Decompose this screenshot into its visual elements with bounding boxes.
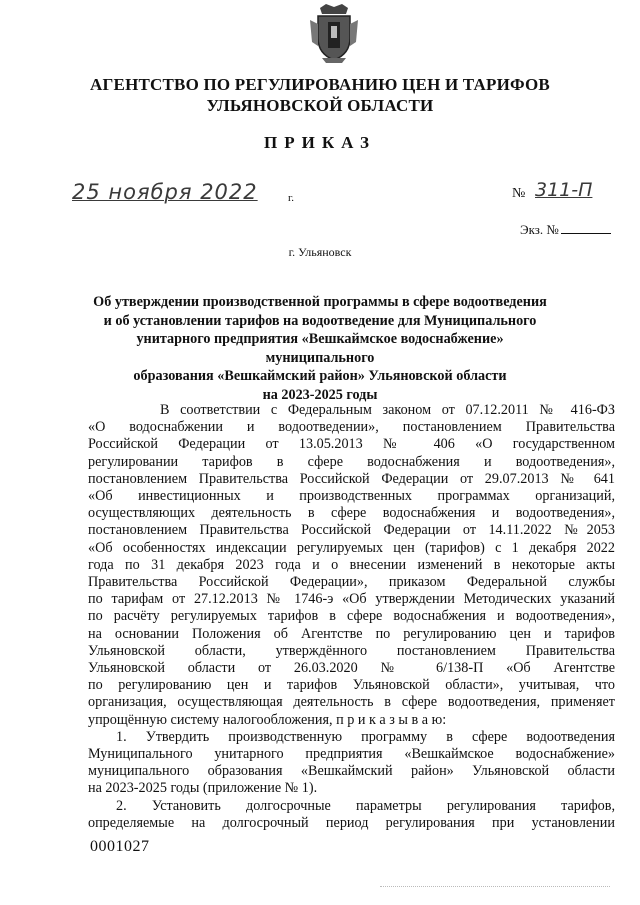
body-line: Правительства Российской Федерации», приказом Федеральной службы [88,574,615,591]
body-line: В соответствии с Федеральным законом от 07.12.2011 № 416-ФЗ [160,402,615,418]
order-number: 311-П [535,179,593,201]
body-line: Российской Федерации от 13.05.2013 № 406 «О государственном [88,436,615,453]
body-line: по регулированию цен и тарифов Ульяновской области», учитывая, что [88,677,615,694]
subject-line: и об установлении тарифов на водоотведение для Муниципального [103,312,537,329]
order-subject [90,293,550,404]
city: г. Ульяновск [288,245,352,259]
subject-line: унитарного предприятия «Вешкаймское водоснабжение» муниципального [136,331,504,366]
coat-of-arms-emblem [306,2,362,64]
scan-artifact-line [380,886,610,887]
document-type-title: ПРИКАЗ [264,133,376,152]
body-line: по расчёту регулируемых тарифов в сфере водоснабжения и водоотведения», [88,608,615,625]
subject-line: образования «Вешкаймский район» Ульяновской области [133,368,507,384]
document-serial-code: 0001027 [90,838,150,855]
body-line: на 2023-2025 годы (приложение № 1). [88,780,318,797]
body-line: 2. Установить долгосрочные параметры регулирования тарифов, [116,797,615,814]
body-line: «Об особенностях индексации регулируемых цен (тарифов) с 1 декабря 2022 [88,539,615,556]
body-line: организация, осуществляющая деятельность в сфере водоотведения, применяет [88,694,615,711]
body-line: постановлением Правительства Российской Федерации от 14.11.2022 №2053 [88,522,615,539]
body-line: Ульяновской области, утверждённого постановлением Правительства [88,642,615,659]
order-date-suffix: г. [288,192,295,204]
order-body-text [88,402,615,832]
agency-name-line1: АГЕНТСТВО ПО РЕГУЛИРОВАНИЮ ЦЕН И ТАРИФОВ [90,75,550,94]
body-line: постановлением Правительства Российской Федерации от 29.07.2013 № 641 [88,470,615,487]
copy-number-blank [561,233,611,234]
body-line: Муниципального унитарного предприятия «Вешкаймское водоснабжение» [88,746,615,763]
body-line: «Об инвестиционных и производственных программах организаций, [88,488,615,505]
order-date: 25 ноября 2022 [72,180,258,204]
copy-number-field [520,222,611,238]
body-line: 1. Утвердить производственную программу в сфере водоотведения [116,728,615,745]
body-line: по тарифам от 27.12.2013 № 1746-э «Об утверждении Методических указаний [88,591,615,608]
body-line: «О водоснабжении и водоотведении», постановлением Правительства [88,419,615,436]
body-line: упрощённую систему налогообложения, п р и к а з ы в а ю: [88,711,447,728]
body-line: на основании Положения об Агентстве по регулированию цен и тарифов [88,625,615,642]
body-line: регулировании тарифов в сфере водоснабжения и водоотведения», [88,453,615,470]
copy-number-label: Экз. № [520,222,559,237]
agency-name-line2: УЛЬЯНОВСКОЙ ОБЛАСТИ [206,96,434,115]
body-line: Ульяновской области от 26.03.2020 № 6/138-П «Об Агентстве [88,660,615,677]
body-line: осуществляющих деятельность в сфере водоснабжения и водоотведения», [88,505,615,522]
order-number-label: № [512,186,526,201]
body-line: муниципального образования «Вешкаймский район» Ульяновской области [88,763,615,780]
body-line: года по 31 декабря 2023 года и о внесении изменений в некоторые акты [88,556,615,573]
body-line: определяемые на долгосрочный период регулирования при установлении [88,814,615,831]
subject-line: на 2023-2025 годы [262,386,378,403]
subject-line: Об утверждении производственной программы в сфере водоотведения [93,294,547,310]
